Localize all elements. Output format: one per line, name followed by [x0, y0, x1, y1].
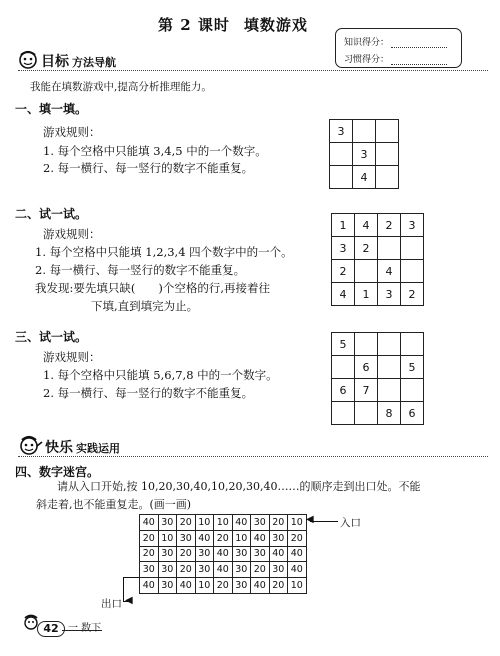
section2-grid-cell: 4	[378, 260, 401, 283]
maze-cell: 20	[288, 530, 307, 546]
section1-rule2: 2. 每一横行、每一竖行的数字不能重复。	[43, 161, 254, 175]
section2-grid-cell[interactable]	[401, 260, 424, 283]
section1-grid-cell: 4	[353, 166, 376, 189]
maze-cell: 10	[195, 515, 214, 531]
section3-grid-cell[interactable]	[355, 333, 378, 356]
maze-cell: 40	[214, 546, 233, 562]
maze-cell: 30	[177, 530, 196, 546]
footer-rule	[62, 630, 102, 631]
maze-cell: 10	[195, 578, 214, 594]
section2-grid-cell: 1	[355, 283, 378, 306]
maze-cell: 30	[251, 546, 270, 562]
section3-grid-cell: 8	[378, 402, 401, 425]
maze-cell-row	[140, 546, 307, 562]
section3-heading: 三、试一试。	[15, 330, 88, 344]
section1-grid-cell[interactable]	[330, 166, 353, 189]
section1-grid-cell[interactable]	[330, 143, 353, 166]
maze-cell: 10	[214, 515, 233, 531]
exit-arrow-icon: ◀	[125, 595, 133, 606]
knowledge-score-label: 知识得分：	[344, 38, 390, 48]
section1-heading: 一、填一填。	[15, 102, 88, 116]
maze-cell: 30	[269, 530, 288, 546]
section3-grid-cell[interactable]	[355, 402, 378, 425]
goal-mascot-icon	[18, 50, 40, 70]
section1-rules-title: 游戏规则：	[43, 125, 101, 139]
section3-grid-cell-row	[332, 356, 424, 379]
goal-text: 我能在填数游戏中,提高分析推理能力。	[30, 81, 212, 93]
maze-cell: 20	[214, 578, 233, 594]
section3-grid-cell[interactable]	[401, 379, 424, 402]
section3-grid-cell: 6	[355, 356, 378, 379]
maze-cell: 20	[140, 530, 159, 546]
section2-grid-cell-row	[332, 260, 424, 283]
maze-cell: 40	[288, 546, 307, 562]
section4-heading: 四、数字迷宫。	[15, 465, 100, 479]
maze-cell: 40	[177, 578, 196, 594]
practice-banner-subtitle: 实践运用	[76, 442, 120, 455]
section1-grid-cell-row	[330, 143, 399, 166]
section3-grid-cell: 6	[401, 402, 424, 425]
maze-cell: 10	[232, 530, 251, 546]
maze-cell: 20	[269, 515, 288, 531]
section2-grid	[331, 213, 424, 306]
section4-text-line1: 请从入口开始,按 10,20,30,40,10,20,30,40……的顺序走到出口处。不能	[57, 480, 421, 493]
section1-grid-cell[interactable]	[376, 166, 399, 189]
page-number: 42	[37, 621, 65, 637]
number-maze	[139, 514, 307, 594]
section2-rule2: 2. 每一横行、每一竖行的数字不能重复。	[35, 263, 246, 277]
goal-banner-title: 目标	[41, 54, 69, 70]
maze-cell: 40	[288, 562, 307, 578]
section3-grid-cell-row	[332, 402, 424, 425]
section2-grid-cell: 4	[332, 283, 355, 306]
exit-arrow-top	[123, 577, 139, 578]
section3-rule1: 1. 每个空格中只能填 5,6,7,8 中的一个数字。	[43, 368, 278, 382]
maze-cell-row	[140, 515, 307, 531]
section3-grid-cell: 5	[332, 333, 355, 356]
maze-cell: 10	[288, 578, 307, 594]
score-box	[335, 28, 462, 68]
section2-rule1: 1. 每个空格中只能填 1,2,3,4 四个数字中的一个。	[35, 245, 293, 259]
section3-grid-cell: 5	[401, 356, 424, 379]
practice-divider	[18, 456, 488, 457]
entrance-arrow-line	[310, 521, 338, 522]
section2-grid-cell-row	[332, 237, 424, 260]
maze-cell: 20	[140, 546, 159, 562]
section1-grid-cell: 3	[330, 120, 353, 143]
section2-grid-cell: 1	[332, 214, 355, 237]
lesson-label: 第 2 课时	[158, 16, 230, 34]
maze-cell: 30	[232, 546, 251, 562]
section2-grid-cell: 2	[355, 237, 378, 260]
section3-grid-cell: 6	[332, 379, 355, 402]
maze-cell: 30	[232, 562, 251, 578]
section1-grid-cell-row	[330, 166, 399, 189]
knowledge-score-row	[344, 35, 447, 48]
maze-cell: 40	[140, 578, 159, 594]
maze-cell: 30	[158, 515, 177, 531]
goal-banner-subtitle: 方法导航	[72, 56, 116, 69]
section1-rule1: 1. 每个空格中只能填 3,4,5 中的一个数字。	[43, 144, 267, 158]
section2-grid-cell-row	[332, 283, 424, 306]
section2-grid-cell[interactable]	[378, 237, 401, 260]
maze-cell: 20	[269, 578, 288, 594]
maze-cell: 40	[195, 530, 214, 546]
section3-grid-cell[interactable]	[378, 356, 401, 379]
section2-rules-title: 游戏规则：	[43, 227, 101, 241]
section3-grid	[331, 332, 424, 425]
maze-cell: 30	[251, 515, 270, 531]
section2-grid-cell[interactable]	[401, 237, 424, 260]
section3-grid-cell[interactable]	[378, 379, 401, 402]
maze-cell: 20	[214, 530, 233, 546]
section2-finding-line1: 我发现:要先填只缺( )个空格的行,再接着往	[35, 281, 271, 295]
maze-cell: 40	[232, 515, 251, 531]
practice-mascot-icon	[18, 434, 44, 456]
section1-grid-cell-row	[330, 120, 399, 143]
exit-label: 出口	[101, 598, 122, 610]
section2-grid-cell: 4	[355, 214, 378, 237]
maze-cell: 20	[177, 546, 196, 562]
maze-cell-row	[140, 578, 307, 594]
section3-grid-cell[interactable]	[332, 356, 355, 379]
page-title	[158, 14, 308, 35]
section2-grid-cell-row	[332, 214, 424, 237]
section4-text-line2: 斜走着,也不能重复走。(画一画)	[36, 498, 192, 511]
section2-grid-cell: 3	[378, 283, 401, 306]
maze-cell-row	[140, 562, 307, 578]
section3-grid-cell[interactable]	[378, 333, 401, 356]
maze-cell: 30	[158, 578, 177, 594]
entrance-label: 入口	[340, 517, 361, 529]
section2-grid-cell: 3	[332, 237, 355, 260]
maze-cell: 20	[177, 515, 196, 531]
knowledge-score-field[interactable]	[391, 47, 447, 48]
habit-score-label: 习惯得分：	[344, 55, 390, 65]
maze-cell: 40	[214, 562, 233, 578]
maze-cell: 10	[158, 530, 177, 546]
section3-rule2: 2. 每一横行、每一竖行的数字不能重复。	[43, 386, 254, 400]
section3-grid-cell-row	[332, 333, 424, 356]
maze-cell: 20	[251, 562, 270, 578]
section2-grid-cell[interactable]	[355, 260, 378, 283]
maze-cell: 40	[251, 578, 270, 594]
section3-grid-cell: 7	[355, 379, 378, 402]
section1-grid	[329, 119, 399, 189]
section3-grid-cell[interactable]	[332, 402, 355, 425]
maze-cell: 30	[158, 562, 177, 578]
maze-cell: 30	[140, 562, 159, 578]
section1-grid-cell: 3	[353, 143, 376, 166]
goal-banner	[41, 51, 116, 71]
practice-banner	[45, 437, 120, 457]
maze-cell: 30	[195, 546, 214, 562]
habit-score-row	[344, 52, 447, 65]
section2-finding-line2: 下填,直到填完为止。	[91, 299, 199, 313]
maze-cell: 10	[288, 515, 307, 531]
section1-grid-cell[interactable]	[353, 120, 376, 143]
maze-cell: 40	[140, 515, 159, 531]
book-label: 一 数下	[68, 623, 102, 634]
section3-grid-cell[interactable]	[401, 333, 424, 356]
section2-grid-cell: 3	[401, 214, 424, 237]
maze-cell: 20	[177, 562, 196, 578]
maze-cell: 30	[269, 562, 288, 578]
lesson-title: 填数游戏	[243, 16, 308, 34]
maze-cell: 30	[232, 578, 251, 594]
habit-score-field[interactable]	[391, 64, 447, 65]
maze-cell-row	[140, 530, 307, 546]
maze-cell: 40	[269, 546, 288, 562]
goal-divider	[18, 70, 488, 71]
section2-grid-cell: 2	[401, 283, 424, 306]
section3-rules-title: 游戏规则：	[43, 350, 101, 364]
section1-grid-cell[interactable]	[376, 120, 399, 143]
maze-cell: 40	[251, 530, 270, 546]
exit-arrow-stem	[123, 577, 124, 601]
maze-cell: 30	[195, 562, 214, 578]
entrance-arrow-icon: ◀	[306, 514, 314, 525]
section2-grid-cell: 2	[378, 214, 401, 237]
section1-grid-cell[interactable]	[376, 143, 399, 166]
section2-grid-cell: 2	[332, 260, 355, 283]
practice-banner-title: 快乐	[45, 440, 73, 456]
maze-cell: 30	[158, 546, 177, 562]
section3-grid-cell-row	[332, 379, 424, 402]
section2-heading: 二、试一试。	[15, 207, 88, 221]
